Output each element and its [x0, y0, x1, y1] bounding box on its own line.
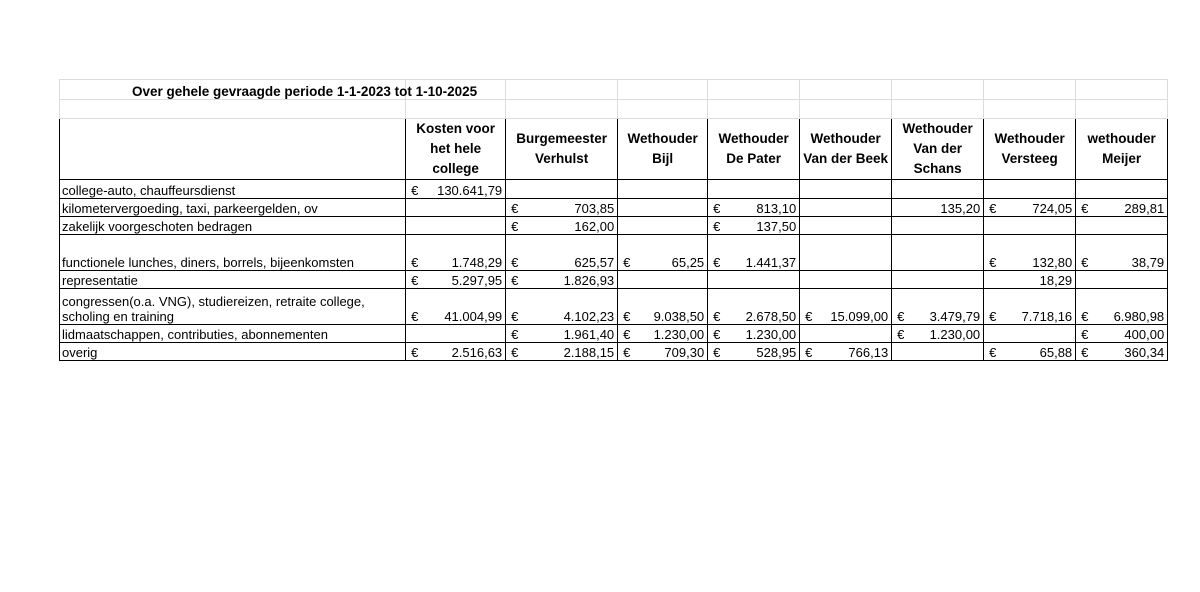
empty-cell[interactable] — [984, 100, 1076, 119]
euro-sign: € — [989, 309, 997, 324]
amount-cell[interactable] — [892, 217, 984, 235]
row-label: lidmaatschappen, contributies, abonnementen — [62, 327, 328, 342]
amount-value: 1.230,00 — [745, 327, 797, 342]
amount-cell[interactable] — [800, 325, 892, 343]
amount-value-wrap — [1076, 201, 1167, 216]
amount-value-wrap — [708, 201, 799, 216]
amount-value-wrap — [506, 327, 617, 342]
empty-cell[interactable] — [1076, 100, 1168, 119]
row-label: college-auto, chauffeursdienst — [62, 183, 236, 198]
amount-cell[interactable] — [984, 325, 1076, 343]
amount-cell[interactable] — [892, 289, 984, 325]
amount-cell[interactable] — [406, 289, 506, 325]
euro-sign: € — [411, 345, 419, 360]
row-label: congressen(o.a. VNG), studiereizen, retraite college, scholing en training — [62, 294, 365, 324]
euro-sign: € — [623, 255, 631, 270]
amount-value-wrap — [618, 327, 707, 342]
empty-cell[interactable] — [984, 80, 1076, 100]
row-label: zakelijk voorgeschoten bedragen — [62, 219, 253, 234]
amount-value: 289,81 — [1124, 201, 1165, 216]
column-header[interactable]: Wethouder Bijl — [618, 119, 708, 180]
amount-cell[interactable] — [506, 343, 618, 361]
amount-value: 41.004,99 — [444, 309, 503, 324]
euro-sign: € — [623, 309, 631, 324]
euro-sign: € — [1081, 201, 1089, 216]
amount-value: 1.826,93 — [563, 273, 615, 288]
empty-cell[interactable] — [708, 100, 800, 119]
amount-cell[interactable] — [506, 325, 618, 343]
amount-cell[interactable] — [984, 289, 1076, 325]
amount-value: 18,29 — [1039, 273, 1073, 288]
amount-value: 528,95 — [756, 345, 797, 360]
column-header[interactable]: Wethouder Van der Schans — [892, 119, 984, 180]
amount-value: 65,88 — [1039, 345, 1073, 360]
euro-sign: € — [511, 309, 519, 324]
amount-value: 38,79 — [1131, 255, 1165, 270]
empty-cell[interactable] — [618, 80, 708, 100]
amount-value: 1.961,40 — [563, 327, 615, 342]
empty-cell[interactable] — [506, 100, 618, 119]
amount-value: 625,57 — [574, 255, 615, 270]
amount-cell[interactable] — [708, 325, 800, 343]
row-label-cell[interactable] — [60, 325, 406, 343]
amount-value: 3.479,79 — [929, 309, 981, 324]
amount-value: 137,50 — [756, 219, 797, 234]
amount-cell[interactable] — [708, 235, 800, 271]
amount-cell[interactable] — [506, 235, 618, 271]
amount-value: 766,13 — [848, 345, 889, 360]
amount-cell[interactable] — [708, 199, 800, 217]
euro-sign: € — [511, 219, 519, 234]
euro-sign: € — [411, 183, 419, 198]
amount-cell[interactable] — [1076, 180, 1168, 199]
amount-cell[interactable] — [506, 199, 618, 217]
amount-cell[interactable] — [708, 271, 800, 289]
amount-value-wrap — [984, 201, 1075, 216]
euro-sign: € — [713, 309, 721, 324]
amount-value-wrap — [800, 345, 891, 360]
column-header[interactable]: Kosten voor het hele college — [406, 119, 506, 180]
amount-value: 15.099,00 — [830, 309, 889, 324]
amount-value: 1.230,00 — [653, 327, 705, 342]
header-corner-cell[interactable] — [60, 119, 406, 180]
empty-cell[interactable] — [1076, 80, 1168, 100]
amount-value: 5.297,95 — [451, 273, 503, 288]
euro-sign: € — [623, 345, 631, 360]
row-label: kilometervergoeding, taxi, parkeergelden, ov — [62, 201, 318, 216]
amount-value-wrap — [506, 309, 617, 324]
amount-cell[interactable] — [708, 343, 800, 361]
amount-cell[interactable] — [506, 180, 618, 199]
row-label-cell[interactable] — [60, 271, 406, 289]
amount-value-wrap — [506, 345, 617, 360]
amount-cell[interactable] — [618, 289, 708, 325]
amount-value-wrap — [708, 327, 799, 342]
euro-sign: € — [713, 327, 721, 342]
amount-cell[interactable] — [1076, 325, 1168, 343]
column-header[interactable]: Wethouder Versteeg — [984, 119, 1076, 180]
empty-cell[interactable] — [406, 100, 506, 119]
amount-value: 2.516,63 — [451, 345, 503, 360]
amount-value: 813,10 — [756, 201, 797, 216]
euro-sign: € — [713, 255, 721, 270]
column-header[interactable]: Wethouder De Pater — [708, 119, 800, 180]
euro-sign: € — [1081, 327, 1089, 342]
euro-sign: € — [805, 309, 813, 324]
row-label-cell[interactable] — [60, 180, 406, 199]
amount-value-wrap — [406, 345, 505, 360]
amount-cell[interactable] — [892, 180, 984, 199]
header-row — [60, 119, 1168, 180]
amount-cell[interactable] — [892, 325, 984, 343]
amount-cell[interactable] — [1076, 271, 1168, 289]
column-header[interactable]: wethouder Meijer — [1076, 119, 1168, 180]
empty-cell[interactable] — [800, 80, 892, 100]
amount-cell[interactable] — [406, 180, 506, 199]
amount-cell[interactable] — [618, 235, 708, 271]
amount-value: 400,00 — [1124, 327, 1165, 342]
title-cell[interactable] — [60, 80, 478, 100]
amount-cell[interactable] — [618, 325, 708, 343]
amount-cell[interactable] — [800, 199, 892, 217]
amount-value: 360,34 — [1124, 345, 1165, 360]
amount-value-wrap — [506, 219, 617, 234]
euro-sign: € — [897, 327, 905, 342]
column-header[interactable]: Burgemeester Verhulst — [506, 119, 618, 180]
amount-value-wrap — [800, 309, 891, 324]
amount-value-wrap — [406, 309, 505, 324]
amount-value-wrap — [708, 309, 799, 324]
euro-sign: € — [989, 345, 997, 360]
table-row — [60, 289, 1168, 325]
amount-cell[interactable] — [800, 180, 892, 199]
amount-value-wrap — [708, 219, 799, 234]
row-label-cell[interactable] — [60, 289, 406, 325]
amount-cell[interactable] — [618, 199, 708, 217]
amount-value: 2.188,15 — [563, 345, 615, 360]
amount-value-wrap — [1076, 309, 1167, 324]
amount-value-wrap — [506, 201, 617, 216]
table-row — [60, 235, 1168, 271]
amount-cell[interactable] — [800, 271, 892, 289]
table-row — [60, 271, 1168, 289]
amount-value-wrap — [984, 309, 1075, 324]
amount-value-wrap — [1076, 327, 1167, 342]
amount-cell[interactable] — [984, 199, 1076, 217]
cost-table — [59, 79, 1168, 361]
amount-value: 132,80 — [1032, 255, 1073, 270]
table-row — [60, 343, 1168, 361]
amount-value-wrap — [708, 345, 799, 360]
amount-value: 709,30 — [664, 345, 705, 360]
amount-value-wrap — [618, 345, 707, 360]
column-header[interactable]: Wethouder Van der Beek — [800, 119, 892, 180]
amount-value-wrap — [892, 327, 983, 342]
euro-sign: € — [511, 255, 519, 270]
amount-value: 4.102,23 — [563, 309, 615, 324]
amount-cell[interactable] — [406, 199, 506, 217]
amount-cell[interactable] — [892, 271, 984, 289]
amount-cell[interactable] — [1076, 289, 1168, 325]
table-row — [60, 217, 1168, 235]
empty-cell[interactable] — [60, 100, 406, 119]
euro-sign: € — [411, 255, 419, 270]
amount-value: 135,20 — [940, 201, 981, 216]
amount-cell[interactable] — [618, 271, 708, 289]
table-row — [60, 199, 1168, 217]
amount-cell[interactable] — [1076, 235, 1168, 271]
row-label: representatie — [62, 273, 138, 288]
table-row — [60, 180, 1168, 199]
row-label-cell[interactable] — [60, 199, 406, 217]
amount-value-wrap — [708, 255, 799, 270]
euro-sign: € — [713, 201, 721, 216]
title-row — [60, 80, 1168, 100]
amount-value: 724,05 — [1032, 201, 1073, 216]
euro-sign: € — [411, 273, 419, 288]
amount-cell[interactable] — [708, 289, 800, 325]
empty-cell[interactable] — [892, 80, 984, 100]
amount-cell[interactable] — [984, 217, 1076, 235]
amount-cell[interactable] — [800, 343, 892, 361]
amount-cell[interactable] — [800, 217, 892, 235]
euro-sign: € — [511, 327, 519, 342]
amount-cell[interactable] — [506, 217, 618, 235]
euro-sign: € — [989, 201, 997, 216]
euro-sign: € — [897, 309, 905, 324]
euro-sign: € — [411, 309, 419, 324]
amount-value-wrap — [984, 255, 1075, 270]
table-title: Over gehele gevraagde periode 1-1-2023 tot 1-10-2025 — [132, 84, 478, 99]
amount-cell[interactable] — [406, 235, 506, 271]
euro-sign: € — [511, 273, 519, 288]
amount-value-wrap — [1076, 345, 1167, 360]
amount-cell[interactable] — [892, 235, 984, 271]
amount-cell[interactable] — [406, 271, 506, 289]
euro-sign: € — [713, 345, 721, 360]
amount-value-wrap — [618, 255, 707, 270]
amount-cell[interactable] — [618, 180, 708, 199]
amount-value: 1.748,29 — [451, 255, 503, 270]
amount-value-wrap — [406, 183, 505, 198]
empty-cell[interactable] — [618, 100, 708, 119]
empty-cell[interactable] — [800, 100, 892, 119]
amount-cell[interactable] — [984, 343, 1076, 361]
euro-sign: € — [1081, 309, 1089, 324]
blank-row — [60, 100, 1168, 119]
amount-value: 6.980,98 — [1113, 309, 1165, 324]
amount-value-wrap — [1076, 255, 1167, 270]
amount-value-wrap — [618, 309, 707, 324]
amount-cell[interactable] — [708, 180, 800, 199]
amount-value-wrap — [984, 345, 1075, 360]
amount-value: 65,25 — [671, 255, 705, 270]
amount-cell[interactable] — [892, 199, 984, 217]
amount-value: 9.038,50 — [653, 309, 705, 324]
euro-sign: € — [511, 345, 519, 360]
amount-value-wrap — [406, 273, 505, 288]
amount-cell[interactable] — [506, 289, 618, 325]
euro-sign: € — [1081, 255, 1089, 270]
amount-value: 2.678,50 — [745, 309, 797, 324]
row-label: overig — [62, 345, 98, 360]
amount-value-wrap — [406, 255, 505, 270]
amount-cell[interactable] — [984, 180, 1076, 199]
euro-sign: € — [623, 327, 631, 342]
amount-cell[interactable] — [800, 289, 892, 325]
empty-cell[interactable] — [506, 80, 618, 100]
amount-cell[interactable] — [892, 343, 984, 361]
euro-sign: € — [805, 345, 813, 360]
amount-cell[interactable] — [984, 235, 1076, 271]
amount-cell[interactable] — [618, 217, 708, 235]
amount-cell[interactable] — [406, 217, 506, 235]
amount-value: 7.718,16 — [1021, 309, 1073, 324]
euro-sign: € — [511, 201, 519, 216]
amount-value: 162,00 — [574, 219, 615, 234]
amount-cell[interactable] — [1076, 343, 1168, 361]
amount-cell[interactable] — [506, 271, 618, 289]
amount-cell[interactable] — [1076, 199, 1168, 217]
amount-value: 130.641,79 — [437, 183, 503, 198]
row-label-cell[interactable] — [60, 217, 406, 235]
table-row — [60, 325, 1168, 343]
amount-cell[interactable] — [406, 343, 506, 361]
empty-cell[interactable] — [892, 100, 984, 119]
amount-cell[interactable] — [406, 325, 506, 343]
amount-cell[interactable] — [618, 343, 708, 361]
amount-value-wrap — [892, 309, 983, 324]
empty-cell[interactable] — [708, 80, 800, 100]
euro-sign: € — [1081, 345, 1089, 360]
amount-value-wrap — [506, 255, 617, 270]
amount-cell[interactable] — [1076, 217, 1168, 235]
amount-cell[interactable] — [708, 217, 800, 235]
amount-value-wrap — [506, 273, 617, 288]
amount-cell[interactable] — [984, 271, 1076, 289]
amount-value: 1.441,37 — [745, 255, 797, 270]
euro-sign: € — [713, 219, 721, 234]
amount-cell[interactable] — [800, 235, 892, 271]
amount-value: 703,85 — [574, 201, 615, 216]
row-label-cell[interactable] — [60, 235, 406, 271]
row-label-cell[interactable] — [60, 343, 406, 361]
euro-sign: € — [989, 255, 997, 270]
row-label: functionele lunches, diners, borrels, bijeenkomsten — [62, 255, 354, 270]
amount-value: 1.230,00 — [929, 327, 981, 342]
